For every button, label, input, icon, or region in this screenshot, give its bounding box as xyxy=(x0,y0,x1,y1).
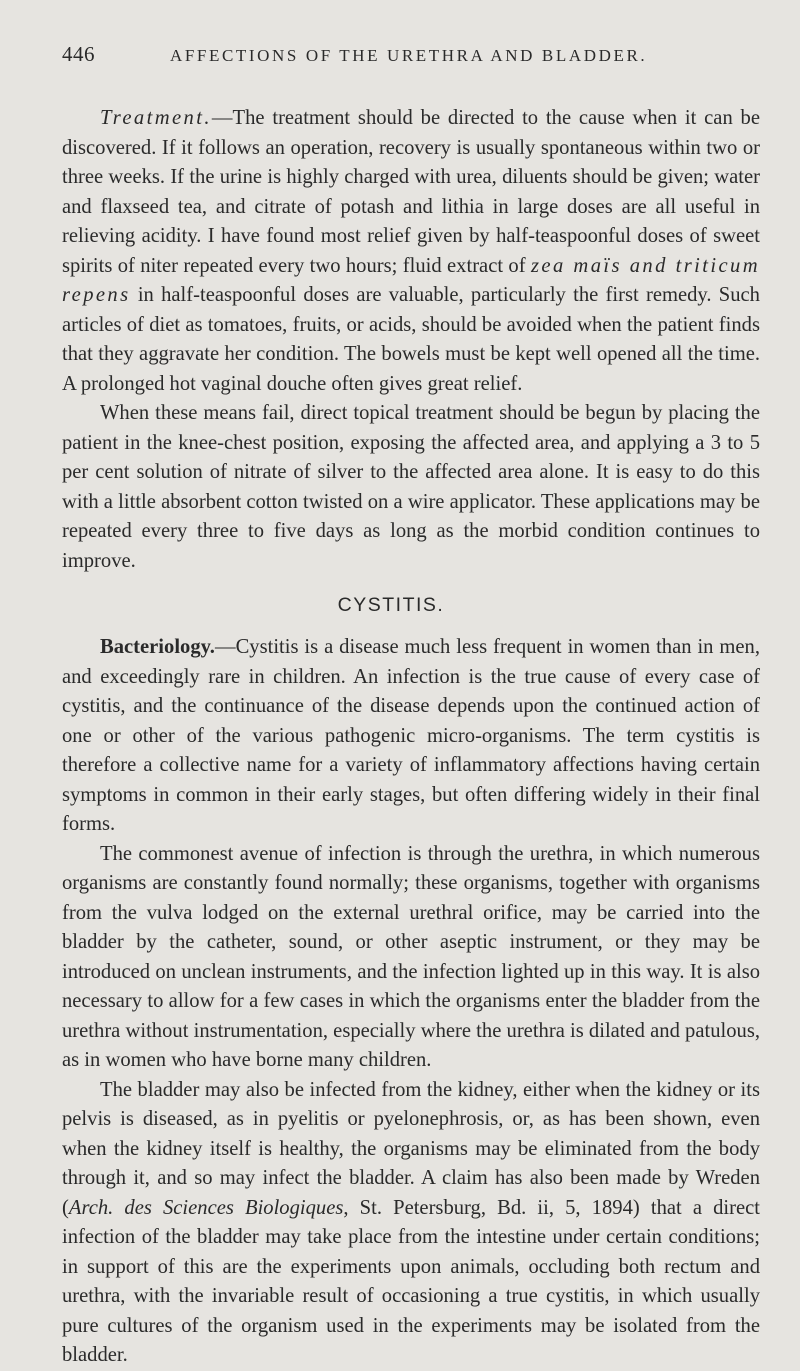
section-heading-cystitis: CYSTITIS. xyxy=(337,594,445,616)
treatment-paragraph-2: When these means fail, direct topical treatment should be begun by placing the patient in the knee-chest position, exposing the affected area, and applying a 3 to 5 per cent solution of nitrate of silver to the affected area alone. It is easy to do this with a little absorbent cotton twisted on a wire applicator. These applications may be repeated every three to five days as long as the morbid condition continues to improve. xyxy=(62,402,760,572)
treatment-text-a: The treatment should be directed to the cause when it can be discovered. If it follows an operation, recovery is usually spontaneous within two or three weeks. If the urine is highly charged with urea, diluents should be given; water and flaxseed tea, and citrate of potash and lithia in large doses are all useful in relieving acidity. I have found most relief given by half-teaspoonful doses of sweet spirits of niter repeated every two hours; fluid extract of xyxy=(62,107,760,277)
bacteriology-p3-b: , St. Petersburg, Bd. ii, 5, 1894) that a direct infection of the bladder may take place from the intestine under certain conditions; in support of this are the experiments upon animals, occluding both rectum and urethra, with the invariable result of occasioning a true cystitis, in which usually pure cultures of the organism used in the experiments may be isolated from the bladder. xyxy=(62,1196,761,1366)
bacteriology-p3-a: The bladder may also be infected from the kidney, either when the kidney or its pelvis is diseased, as in pyelitis or pyelonephrosis, or, as has been shown, even when the kidney itself is healthy, the organisms may be eliminated from the body through it, and so may infect the bladder. A claim has also been made by Wreden ( xyxy=(62,1078,760,1219)
bacteriology-heading: Bacteriology. xyxy=(100,636,215,658)
bacteriology-paragraph-2: The commonest avenue of infection is through the urethra, in which numerous organisms are constantly found normally; these organisms, together with organisms from the vulva lodged on the external urethral orifice, may be carried into the bladder by the catheter, sound, or other aseptic instrument, or they may be introduced on unclean instruments, and the infection lighted up in this way. It is also necessary to allow for a few cases in which the organisms enter the bladder from the urethra without instrumentation, especially where the urethra is dilated and patulous, as in women who have borne many children. xyxy=(62,842,760,1071)
treatment-text-b: in half-teaspoonful doses are valuable, particularly the first remedy. Such articles of diet as tomatoes, fruits, or acids, should be avoided when the patient finds that they aggravate her condition. The bowels must be kept well opened all the time. A prolonged hot vaginal douche often gives great relief. xyxy=(62,284,760,395)
bacteriology-paragraph-3 xyxy=(62,1076,760,1371)
running-title: AFFECTIONS OF THE URETHRA AND BLADDER. xyxy=(170,46,648,65)
bacteriology-text: Cystitis is a disease much less frequent in women than in men, and exceedingly rare in children. An infection is the true cause of every case of cystitis, and the continuance of the disease depends upon the continued action of one or other of the various pathogenic micro-organisms. The term cystitis is therefore a collective name for a variety of inflammatory affections having certain symptoms in common in their early stages, but often differing widely in their final forms. xyxy=(62,636,760,835)
treatment-dash: — xyxy=(211,107,233,129)
botanical-term: zea maïs and triticum repens xyxy=(62,254,760,306)
bacteriology-dash: — xyxy=(214,636,236,658)
running-head xyxy=(62,42,760,82)
page-number: 446 xyxy=(62,42,95,66)
journal-title: Arch. des Sciences Biologiques xyxy=(68,1196,344,1219)
bacteriology-paragraph-1 xyxy=(62,633,760,840)
treatment-paragraph-1 xyxy=(62,104,760,399)
treatment-heading: Treatment. xyxy=(100,107,212,129)
